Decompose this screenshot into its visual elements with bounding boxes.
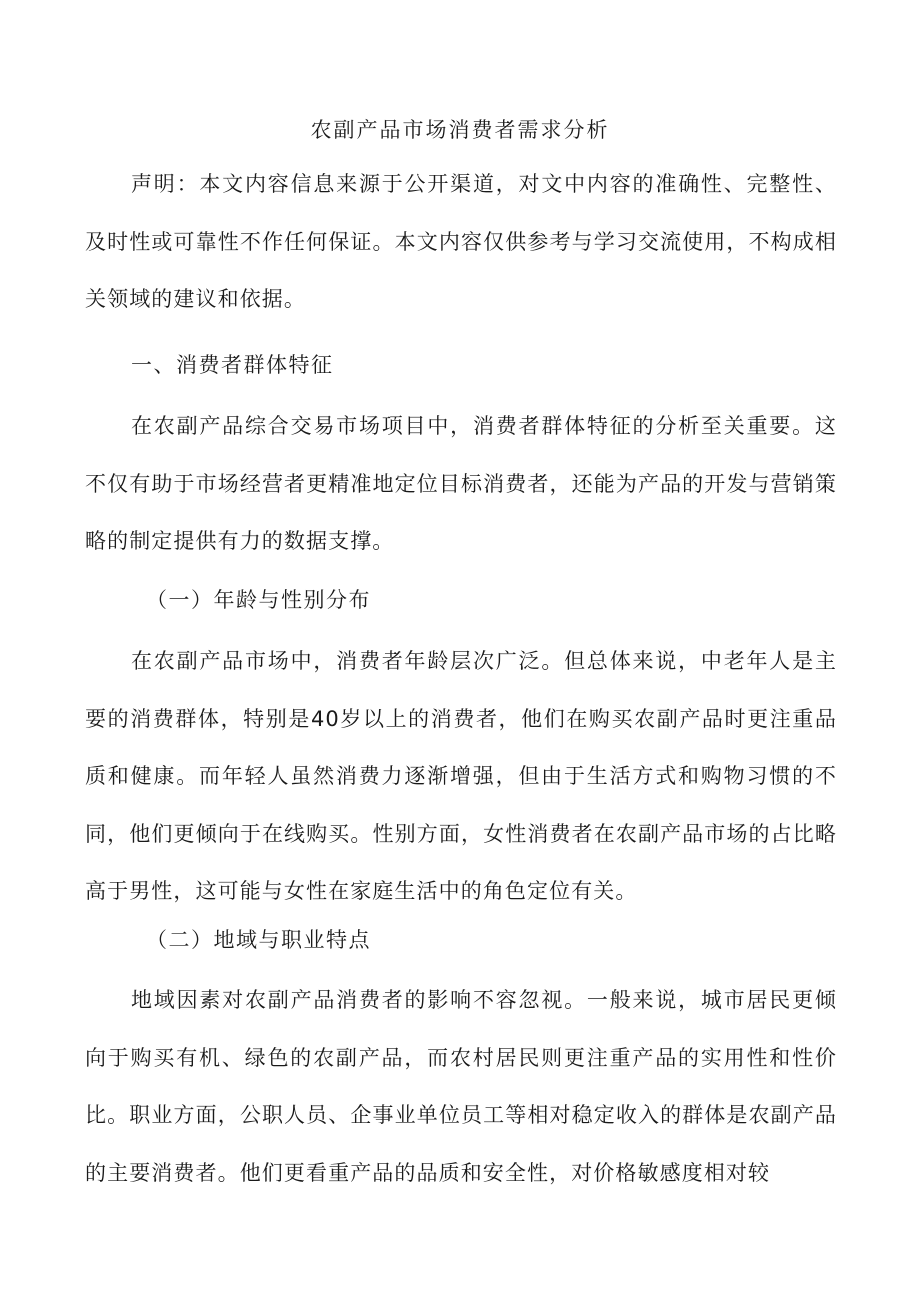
section-heading-consumer-groups: 一、消费者群体特征 xyxy=(131,353,334,377)
subsection-heading-age-gender: （一）年龄与性别分布 xyxy=(146,588,371,612)
disclaimer-paragraph: 声明：本文内容信息来源于公开渠道，对文中内容的准确性、完整性、及时性或可靠性不作任何保证。本文内容仅供参考与学习交流使用，不构成相关领域的建议和依据。 xyxy=(85,172,837,311)
document-title: 农副产品市场消费者需求分析 xyxy=(310,118,610,142)
age-gender-paragraph: 在农副产品市场中，消费者年龄层次广泛。但总体来说，中老年人是主要的消费群体，特别是40岁以上的消费者，他们在购买农副产品时更注重品质和健康。而年轻人虽然消费力逐渐增强，但由于生活方式和购物习惯的不同，他们更倾向于在线购买。性别方面，女性消费者在农副产品市场的占比略高于男性，这可能与女性在家庭生活中的角色定位有关。 xyxy=(85,649,837,903)
region-occupation-paragraph: 地域因素对农副产品消费者的影响不容忽视。一般来说，城市居民更倾向于购买有机、绿色的农副产品，而农村居民则更注重产品的实用性和性价比。职业方面，公职人员、企事业单位员工等相对稳定收入的群体是农副产品的主要消费者。他们更看重产品的品质和安全性，对价格敏感度相对较 xyxy=(85,988,837,1185)
section-intro-paragraph: 在农副产品综合交易市场项目中，消费者群体特征的分析至关重要。这不仅有助于市场经营者更精准地定位目标消费者，还能为产品的开发与营销策略的制定提供有力的数据支撑。 xyxy=(85,414,837,553)
subsection-heading-region-occupation: （二）地域与职业特点 xyxy=(146,928,371,952)
